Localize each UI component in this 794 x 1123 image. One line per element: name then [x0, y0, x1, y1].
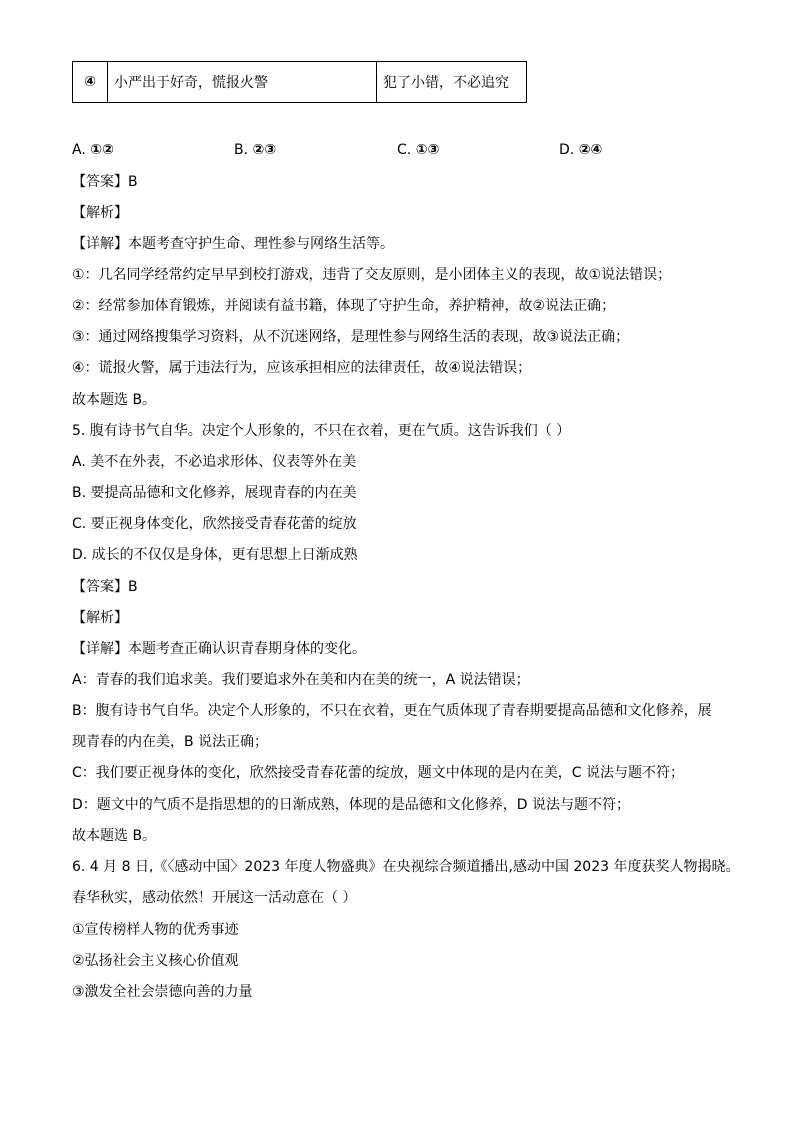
option-c [397, 142, 439, 158]
option-d [559, 142, 602, 158]
q5-explanation-b-line1: B：腹有诗书气自华。决定个人形象的，不只在衣着，更在气质体现了青春期要提高品德和文化修养，展 [72, 703, 712, 719]
q4-conclusion: 故本题选 B。 [72, 392, 157, 408]
table-cell-description: 小严出于好奇，慌报火警 [108, 62, 377, 103]
q5-explanation-b-line2: 现青春的内在美，B 说法正确； [72, 734, 269, 750]
q4-explanation-4: ④：谎报火警，属于违法行为，应该承担相应的法律责任，故④说法错误； [72, 360, 532, 376]
q6-stem-line1: 6. 4 月 8 日,《〈感动中国〉2023 年度人物盛典》在央视综合频道播出,感动中国 2023 年度获奖人物揭晓。 [72, 859, 740, 875]
q5-stem: 5. 腹有诗书气自华。决定个人形象的，不只在衣着，更在气质。这告诉我们（ ） [72, 423, 571, 439]
q5-option-a: A. 美不在外表，不必追求形体、仪表等外在美 [72, 454, 357, 470]
option-b-label: B. [234, 142, 249, 158]
option-b-value: ②③ [252, 142, 277, 158]
q5-detail: 【详解】本题考查正确认识青春期身体的变化。 [72, 641, 366, 657]
q5-option-d: D. 成长的不仅仅是身体，更有思想上日渐成熟 [72, 547, 358, 563]
option-c-label: C. [397, 142, 412, 158]
table-cell-number: ④ [73, 62, 108, 103]
option-c-value: ①③ [415, 142, 440, 158]
option-a-value: ①② [90, 142, 114, 158]
option-d-value: ②④ [578, 142, 603, 158]
q5-explanation-c: C：我们要正视身体的变化，欣然接受青春花蕾的绽放，题文中体现的是内在美，C 说法与题不符； [72, 765, 684, 781]
option-a [72, 142, 114, 158]
q6-statement-3: ③激发全社会崇德向善的力量 [72, 984, 253, 1000]
q6-statement-2: ②弘扬社会主义核心价值观 [72, 953, 239, 969]
q4-analysis-heading: 【解析】 [72, 205, 128, 221]
q4-explanation-3: ③：通过网络搜集学习资料，从不沉迷网络，是理性参与网络生活的表现，故③说法正确； [72, 329, 630, 345]
q4-explanation-1: ①：几名同学经常约定早早到校打游戏，违背了交友原则，是小团体主义的表现，故①说法错误； [72, 267, 672, 283]
q6-statement-1: ①宣传榜样人物的优秀事迹 [72, 922, 239, 938]
table-row [73, 62, 527, 103]
statement-table [72, 61, 527, 103]
q5-explanation-d: D：题文中的气质不是指思想的的日渐成熟，体现的是品德和文化修养，D 说法与题不符； [72, 797, 631, 813]
q5-conclusion: 故本题选 B。 [72, 828, 157, 844]
option-a-label: A. [72, 142, 86, 158]
option-d-label: D. [559, 142, 575, 158]
q4-answer: 【答案】B [72, 174, 138, 190]
option-b [234, 142, 276, 158]
q4-explanation-2: ②：经常参加体育锻炼，并阅读有益书籍，体现了守护生命，养护精神，故②说法正确； [72, 298, 616, 314]
q5-explanation-a: A：青春的我们追求美。我们要追求外在美和内在美的统一，A 说法错误； [72, 672, 530, 688]
table-cell-judgement: 犯了小错，不必追究 [377, 62, 527, 103]
q5-option-c: C. 要正视身体变化，欣然接受青春花蕾的绽放 [72, 516, 357, 532]
q5-analysis-heading: 【解析】 [72, 610, 128, 626]
q4-options [72, 142, 672, 162]
q5-answer: 【答案】B [72, 579, 138, 595]
q4-detail: 【详解】本题考查守护生命、理性参与网络生活等。 [72, 236, 394, 252]
q6-stem-line2: 春华秋实，感动依然！开展这一活动意在（ ） [72, 890, 357, 906]
q5-option-b: B. 要提高品德和文化修养，展现青春的内在美 [72, 485, 357, 501]
